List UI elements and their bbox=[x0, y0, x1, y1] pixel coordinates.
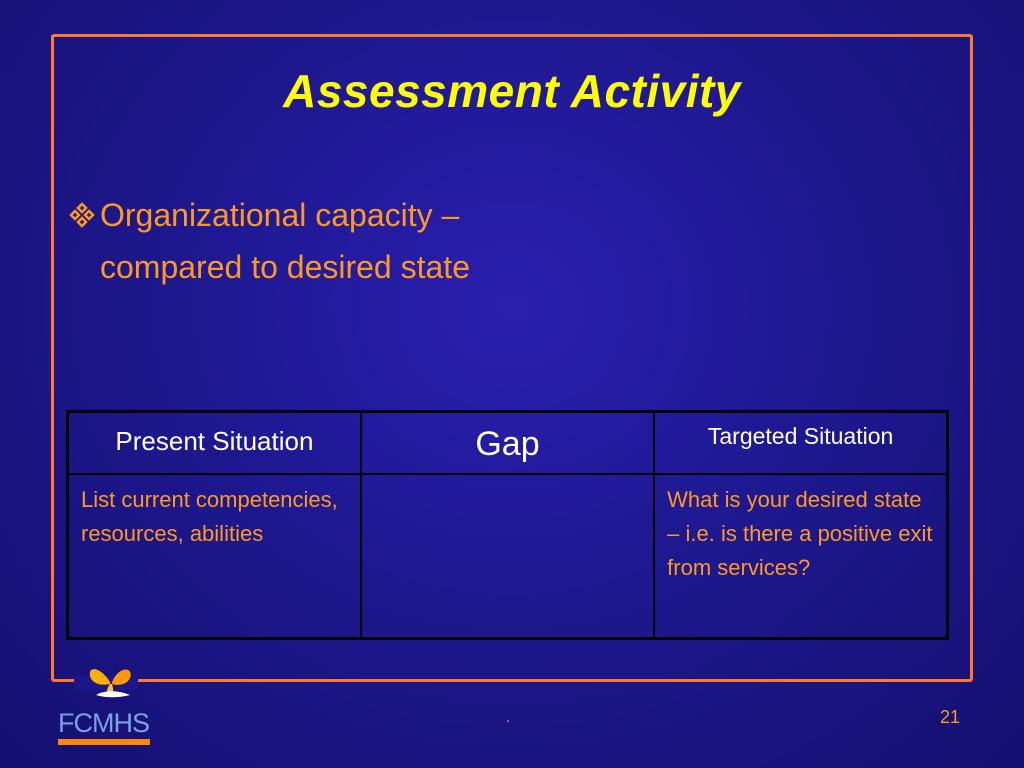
table-header-row bbox=[68, 412, 948, 475]
logo-tagline-strip bbox=[58, 739, 150, 745]
slide-number: 21 bbox=[940, 707, 961, 727]
bullet-text: Organizational capacity – compared to desired state bbox=[100, 197, 470, 285]
cell-present-situation: List current competencies, resources, abilities bbox=[68, 474, 361, 639]
butterfly-icon bbox=[86, 662, 136, 702]
cell-gap bbox=[361, 474, 654, 639]
table-row bbox=[68, 474, 948, 639]
logo-text: FCMHS bbox=[58, 708, 149, 738]
header-targeted-situation: Targeted Situation bbox=[654, 412, 947, 475]
slide-title: Assessment Activity bbox=[283, 65, 741, 117]
bullet-point bbox=[64, 189, 484, 293]
fcmhs-logo bbox=[58, 709, 152, 749]
cell-targeted-situation: What is your desired state – i.e. is there a positive exit from services? bbox=[654, 474, 947, 639]
header-present-situation: Present Situation bbox=[68, 412, 361, 475]
footer-center-mark: . bbox=[506, 709, 511, 726]
header-gap: Gap bbox=[361, 412, 654, 475]
diamond-bullet-icon bbox=[64, 189, 100, 293]
gap-analysis-table bbox=[66, 410, 949, 640]
